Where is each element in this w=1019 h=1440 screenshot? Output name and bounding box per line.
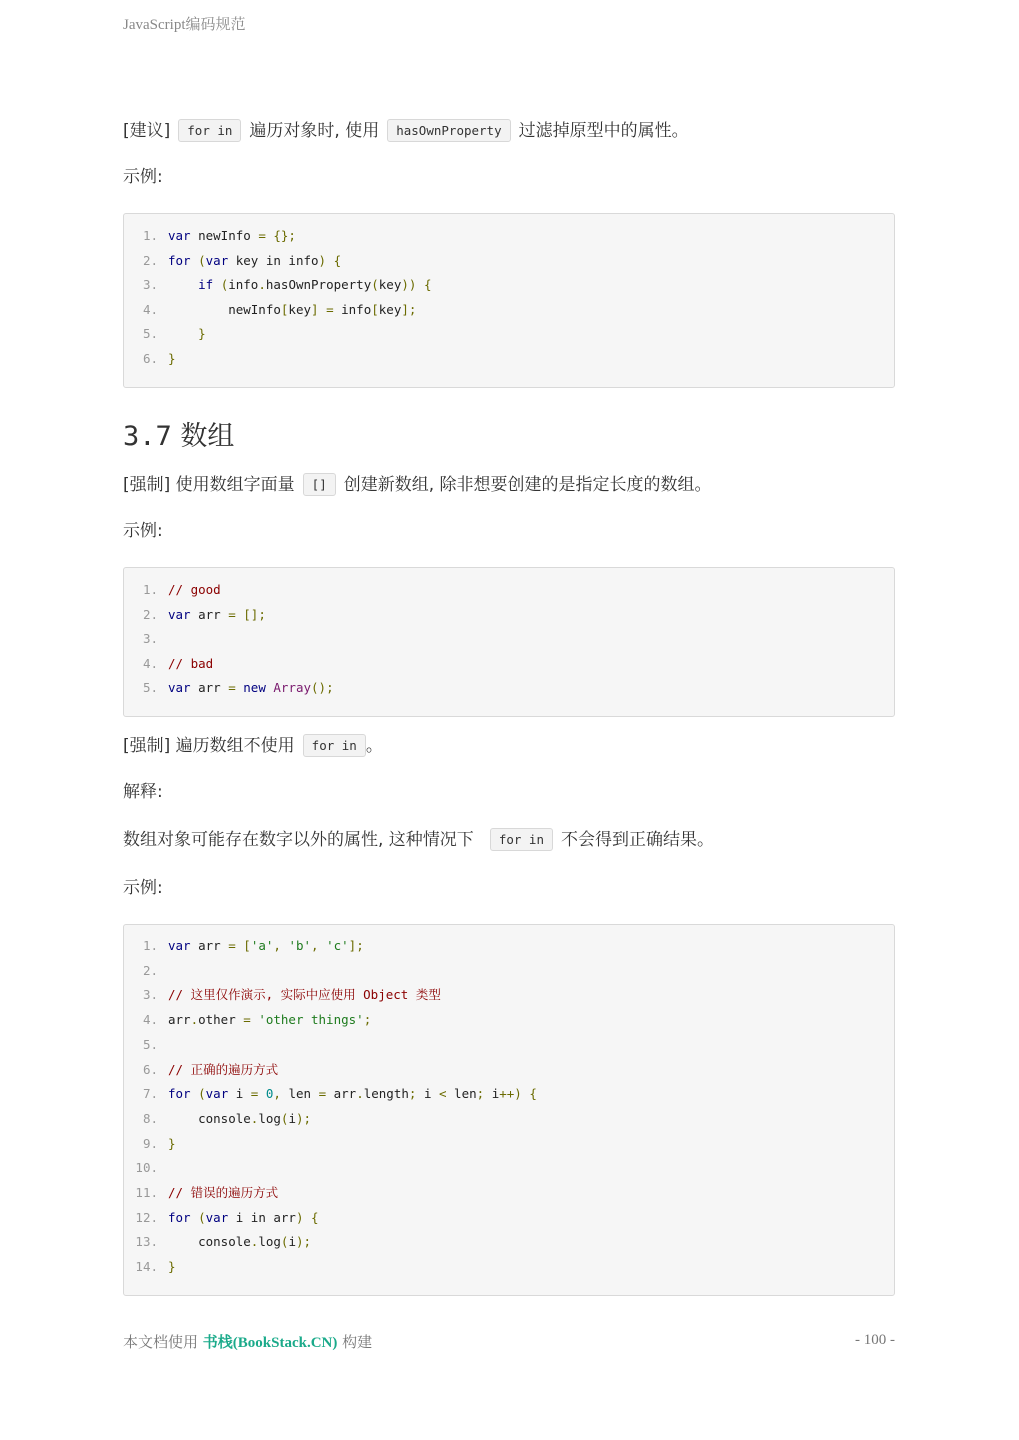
code-line <box>124 324 206 344</box>
line-number: 5. <box>142 680 158 696</box>
code-text: var newInfo = {}; <box>168 228 296 243</box>
section-heading <box>123 414 234 453</box>
example-label: 示例: <box>123 878 163 898</box>
code-text: } <box>168 1135 176 1151</box>
inline-code-array-literal: [] <box>303 473 336 496</box>
rule-text-end: 。 <box>365 736 383 756</box>
line-number: 1. <box>142 228 158 243</box>
footer-attribution <box>123 1331 372 1352</box>
code-line <box>124 275 431 295</box>
code-text: arr.other = 'other things'; <box>168 1012 372 1028</box>
line-number: 7. <box>142 1086 158 1102</box>
code-text: var arr = ['a', 'b', 'c']; <box>168 938 364 953</box>
section-title: 数组 <box>180 421 235 452</box>
code-line <box>124 654 213 674</box>
line-number: 13. <box>135 1234 158 1250</box>
code-text: var arr = []; <box>168 606 266 622</box>
explain-text: 数组对象可能存在数字以外的属性, 这种情况下 <box>123 830 474 850</box>
inline-code-for-in: for in <box>178 119 241 142</box>
explain-text-end: 不会得到正确结果。 <box>560 830 714 850</box>
example-label: 示例: <box>123 521 163 541</box>
code-text: console.log(i); <box>168 1234 312 1250</box>
code-text: // bad <box>168 655 214 671</box>
line-number: 3. <box>142 987 158 1003</box>
code-text: // 错误的遍历方式 <box>168 1185 279 1200</box>
code-text: for (var i in arr) { <box>168 1209 319 1225</box>
code-line <box>124 1158 168 1178</box>
rule-text-end: 创建新数组, 除非想要创建的是指定长度的数组。 <box>343 475 712 495</box>
code-line <box>124 1208 319 1228</box>
code-line <box>124 936 364 956</box>
code-block-array-iteration <box>123 924 895 1296</box>
code-line <box>124 349 176 369</box>
example-label: 示例: <box>123 167 163 187</box>
line-number: 5. <box>142 1036 158 1052</box>
code-line <box>124 985 441 1005</box>
line-number: 5. <box>142 326 158 342</box>
line-number: 12. <box>135 1209 158 1225</box>
inline-code-for-in: for in <box>303 734 366 757</box>
code-line <box>124 1134 176 1154</box>
line-number: 14. <box>135 1259 158 1275</box>
line-number: 1. <box>142 582 158 597</box>
rule-text: 遍历数组不使用 <box>175 736 295 756</box>
line-number: 2. <box>142 252 158 268</box>
rule-prefix: [建议] <box>123 121 171 141</box>
code-line <box>124 1035 168 1055</box>
code-line <box>124 1010 371 1030</box>
code-text: if (info.hasOwnProperty(key)) { <box>198 277 432 293</box>
code-line <box>124 1232 311 1252</box>
code-text: } <box>168 351 176 366</box>
line-number: 8. <box>142 1110 158 1126</box>
code-line <box>124 629 168 649</box>
page-number: - 100 - <box>855 1332 895 1348</box>
code-line <box>124 1084 537 1104</box>
code-line <box>124 1183 278 1203</box>
rule-prefix: [强制] <box>123 736 171 756</box>
line-number: 1. <box>142 938 158 953</box>
rule-array-no-for-in <box>123 734 383 758</box>
line-number: 4. <box>142 655 158 671</box>
section-number: 3.7 <box>123 421 172 452</box>
code-line <box>124 226 296 246</box>
code-text: for (var key in info) { <box>168 252 342 268</box>
rule-array-literal <box>123 473 712 497</box>
code-block-for-in-hasownproperty <box>123 213 895 388</box>
code-line <box>124 605 266 625</box>
explain-label: 解释: <box>123 782 163 802</box>
rule-text: 使用数组字面量 <box>175 475 295 495</box>
inline-code-for-in: for in <box>490 828 553 851</box>
footer-suffix: 构建 <box>342 1333 373 1351</box>
code-text: newInfo[key] = info[key]; <box>168 301 417 317</box>
rule-prefix: [强制] <box>123 475 171 495</box>
rule-suggestion-for-in <box>123 119 689 143</box>
code-text: for (var i = 0, len = arr.length; i < len; i++) { <box>168 1086 537 1102</box>
line-number: 4. <box>142 1012 158 1028</box>
code-line <box>124 1060 278 1080</box>
code-line <box>124 961 168 981</box>
code-line <box>124 251 341 271</box>
code-text: // 这里仅作演示, 实际中应使用 Object 类型 <box>168 987 441 1003</box>
inline-code-hasownproperty: hasOwnProperty <box>387 119 510 142</box>
line-number: 2. <box>142 606 158 622</box>
bookstack-link[interactable]: 书栈(BookStack.CN) <box>202 1335 338 1351</box>
explain-paragraph <box>123 828 714 852</box>
footer-prefix: 本文档使用 <box>123 1333 199 1351</box>
code-line <box>124 1257 176 1277</box>
line-number: 3. <box>142 631 158 647</box>
code-text: } <box>168 1259 176 1275</box>
line-number: 6. <box>142 1061 158 1077</box>
code-block-array-literal <box>123 567 895 717</box>
code-line <box>124 580 221 600</box>
rule-text: 遍历对象时, 使用 <box>249 121 380 141</box>
rule-text-end: 过滤掉原型中的属性。 <box>518 121 689 141</box>
document-header-title: JavaScript编码规范 <box>123 17 246 33</box>
line-number: 4. <box>142 301 158 317</box>
code-text: // 正确的遍历方式 <box>168 1061 279 1077</box>
line-number: 2. <box>142 962 158 978</box>
line-number: 3. <box>142 277 158 293</box>
code-text: var arr = new Array(); <box>168 680 334 696</box>
line-number: 11. <box>135 1185 158 1200</box>
line-number: 10. <box>135 1160 158 1176</box>
code-line <box>124 1109 311 1129</box>
code-line <box>124 300 416 320</box>
code-text: // good <box>168 582 221 597</box>
code-text: } <box>198 326 206 342</box>
code-line <box>124 678 334 698</box>
code-text: console.log(i); <box>168 1110 312 1126</box>
line-number: 9. <box>142 1135 158 1151</box>
line-number: 6. <box>142 351 158 366</box>
